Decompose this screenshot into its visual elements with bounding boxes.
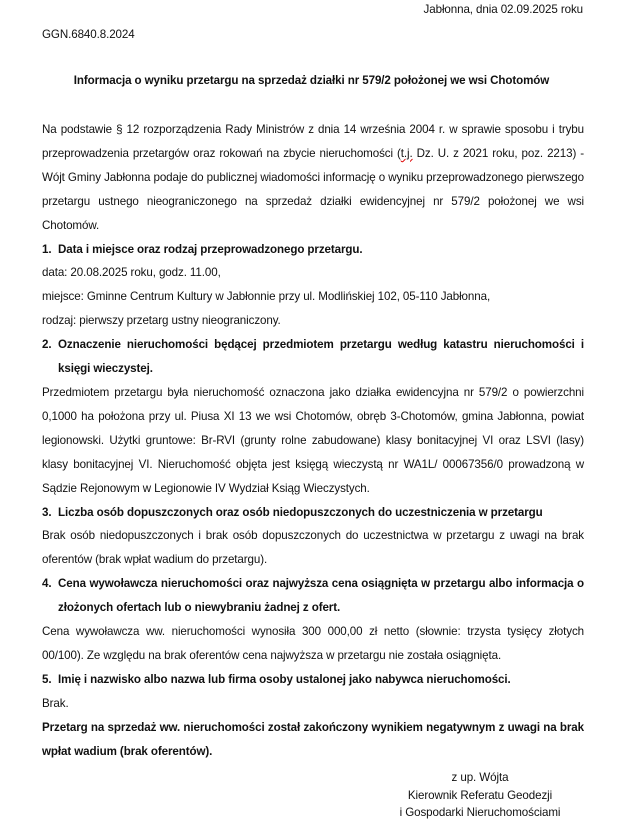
intro-paragraph: [42, 118, 584, 238]
section-number: 1.: [42, 242, 52, 256]
section-heading: [42, 572, 584, 620]
conclusion: Przetarg na sprzedaż ww. nieruchomości został zakończony wynikiem negatywnym z uwagi na brak wpłat wadium (brak oferentów).: [42, 720, 584, 758]
section-text: Brak.: [42, 696, 69, 710]
section-heading-text: Cena wywoławcza nieruchomości oraz najwyższa cena osiągnięta w przetargu albo informacja o złożonych ofertach lub o niewybraniu żadnej z ofert.: [58, 577, 584, 615]
section-heading: [42, 668, 584, 692]
section-number: 3.: [42, 505, 52, 519]
section-text: Cena wywoławcza ww. nieruchomości wynosiła 300 000,00 zł netto (słownie: trzysta tysięcy złotych 00/100). Ze względu na brak oferentów cena najwyższa w przetargu nie została osiągnięta.: [42, 625, 584, 662]
section-text: Przedmiotem przetargu była nieruchomość oznaczona jako działka ewidencyjna nr 579/2 o powierzchni 0,1000 ha położona przy ul. Piusa XI 13 we wsi Chotomów, obręb 3-Chotomów, gmina Jabłonna, powiat legionowski. Użytki gruntowe: Br-RVI (grunty rolne zabudowane) klasy bonitacyjnej VI oraz LSVI (lasy) klasy bonitacyjnej VI. Nieruchomość objęta jest księgą wieczystą nr WA1L/ 00067356/0 prowadzoną w Sądzie Rejonowym w Legionowie IV Wydział Ksiąg Wieczystych.: [42, 385, 584, 495]
section-text: rodzaj: pierwszy przetarg ustny nieograniczony.: [42, 314, 281, 328]
section-heading-text: Data i miejsce oraz rodzaj przeprowadzonego przetargu.: [58, 242, 363, 256]
intro-text: Dz. U. z 2021 roku, poz. 2213) - Wójt Gminy Jabłonna podaje do publicznej wiadomości informację o wyniku przeprowadzonego pierwszego przetargu ustnego nieograniczonego na sprzedaż działki ewidencyjnej nr 579/2 położonej we wsi Chotomów.: [42, 146, 585, 232]
section-heading: [42, 333, 584, 381]
signature-block: [380, 769, 580, 822]
signature-line: i Gospodarki Nieruchomościami: [399, 806, 561, 819]
section-heading-text: Liczba osób dopuszczonych oraz osób niedopuszczonych do uczestniczenia w przetargu: [58, 505, 543, 519]
spellcheck-marked-text: t.j.: [400, 146, 413, 160]
intro-text: Na podstawie § 12 rozporządzenia Rady Ministrów z dnia 14 września 2004 r. w sprawie sposobu i trybu przeprowadzenia przetargów oraz rokowań na zbycie nieruchomości (: [42, 123, 584, 160]
section-heading-text: Imię i nazwisko albo nazwa lub firma osoby ustalonej jako nabywca nieruchomości.: [58, 672, 511, 686]
section-heading: [42, 501, 584, 525]
section-number: 4.: [42, 577, 52, 591]
section-number: 2.: [42, 338, 52, 352]
section-heading-text: Oznaczenie nieruchomości będącej przedmiotem przetargu według katastru nieruchomości i księgi wieczystej.: [58, 338, 584, 376]
section-number: 5.: [42, 672, 52, 686]
section-text: data: 20.08.2025 roku, godz. 11.00,: [42, 266, 221, 280]
document-title: Informacja o wyniku przetargu na sprzedaż działki nr 579/2 położonej we wsi Chotomów: [73, 74, 550, 87]
document-body: [42, 118, 584, 763]
reference-number: GGN.6840.8.2024: [42, 28, 135, 41]
section-text: Brak osób niedopuszczonych i brak osób dopuszczonych do uczestnictwa w przetargu z uwagi na brak oferentów (brak wpłat wadium do przetargu).: [42, 529, 584, 567]
section-text: miejsce: Gminne Centrum Kultury w Jabłonnie przy ul. Modlińskiej 102, 05-110 Jabłonna,: [42, 290, 491, 304]
place-date: Jabłonna, dnia 02.09.2025 roku: [423, 3, 583, 16]
signature-line: Kierownik Referatu Geodezji: [407, 788, 553, 802]
signature-line: z up. Wójta: [451, 771, 509, 784]
section-heading: [42, 238, 584, 262]
